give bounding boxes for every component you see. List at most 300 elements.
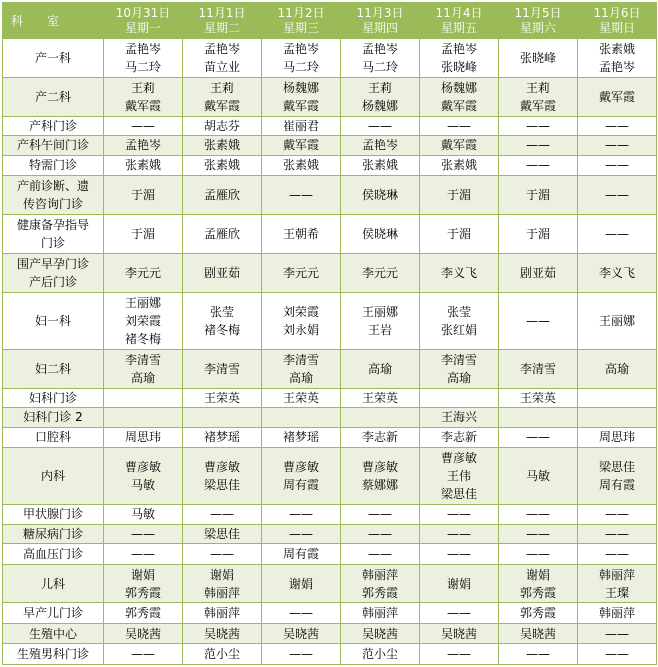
duty-cell: [341, 427, 420, 447]
doctor-name: 周有霞: [598, 478, 635, 493]
header-row: [3, 3, 657, 39]
doctor-name: 周有霞: [282, 478, 319, 493]
doctor-name: 李志新: [440, 430, 477, 445]
doctor-name: 李清雪: [124, 352, 161, 367]
department-name-line: 妇一科: [34, 313, 71, 328]
duty-cell: [499, 39, 578, 78]
duty-cell: [578, 427, 657, 447]
schedule-row: [3, 176, 657, 215]
doctor-name: ——: [526, 430, 550, 445]
duty-cell: [341, 505, 420, 524]
duty-schedule-table: [2, 2, 657, 665]
doctor-name: 张莹: [446, 304, 471, 319]
duty-cell: [262, 524, 341, 543]
duty-cell: [499, 349, 578, 388]
duty-cell: [499, 427, 578, 447]
duty-cell: [183, 176, 262, 215]
doctor-name: 马敏: [130, 478, 155, 493]
duty-cell: [578, 544, 657, 564]
doctor-name: 胡志芬: [203, 118, 240, 133]
duty-cell: [578, 505, 657, 524]
department-name-line: 甲状腺门诊: [22, 507, 83, 522]
duty-cell: [499, 136, 578, 155]
duty-cell: [104, 644, 183, 665]
doctor-name: 王丽娜: [124, 295, 161, 310]
duty-cell: [420, 349, 499, 388]
duty-cell: [341, 544, 420, 564]
doctor-name: 戴军霞: [203, 98, 240, 113]
doctor-name: ——: [526, 158, 550, 173]
doctor-name: ——: [605, 626, 629, 641]
duty-cell: [420, 408, 499, 427]
duty-cell: [262, 505, 341, 524]
schedule-row: [3, 448, 657, 505]
doctor-name: 杨魏娜: [361, 98, 398, 113]
doctor-name: 梁思佳: [203, 526, 240, 541]
duty-cell: [341, 116, 420, 135]
doctor-name: 马敏: [525, 469, 550, 484]
doctor-name: 张晓峰: [519, 50, 556, 65]
doctor-name: 吴晓茜: [282, 626, 319, 641]
doctor-name: ——: [289, 187, 313, 202]
day-date: 11月3日: [356, 5, 404, 20]
doctor-name: 于湄: [446, 187, 471, 202]
day-header: [420, 3, 499, 39]
duty-cell: [104, 427, 183, 447]
duty-cell: [104, 253, 183, 292]
duty-cell: [499, 448, 578, 505]
doctor-name: ——: [368, 526, 392, 541]
duty-cell: [104, 214, 183, 253]
doctor-name: 梁思佳: [598, 460, 635, 475]
doctor-name: 周有霞: [282, 546, 319, 561]
duty-cell: [341, 176, 420, 215]
day-date: 11月4日: [435, 5, 483, 20]
doctor-name: ——: [605, 546, 629, 561]
doctor-name: ——: [526, 138, 550, 153]
duty-cell: [262, 408, 341, 427]
doctor-name: ——: [289, 507, 313, 522]
duty-cell: [499, 253, 578, 292]
doctor-name: 王伟: [446, 469, 471, 484]
doctor-name: 刘荣霞: [124, 313, 161, 328]
day-header: [578, 3, 657, 39]
duty-cell: [578, 77, 657, 116]
doctor-name: 剧亚茹: [519, 265, 556, 280]
duty-cell: [183, 349, 262, 388]
duty-cell: [262, 39, 341, 78]
duty-cell: [499, 176, 578, 215]
doctor-name: 谢娟: [209, 567, 234, 582]
doctor-name: ——: [210, 507, 234, 522]
duty-cell: [262, 116, 341, 135]
duty-cell: [578, 623, 657, 643]
doctor-name: 韩丽萍: [598, 567, 635, 582]
doctor-name: 郭秀霞: [519, 585, 556, 600]
doctor-name: 吴晓茜: [361, 626, 398, 641]
duty-cell: [341, 39, 420, 78]
doctor-name: 曹彦敏: [361, 460, 398, 475]
department-name: [3, 214, 104, 253]
duty-cell: [578, 155, 657, 175]
duty-cell: [578, 39, 657, 78]
duty-cell: [420, 39, 499, 78]
duty-cell: [499, 524, 578, 543]
duty-cell: [104, 408, 183, 427]
department-name-line: 早产儿门诊: [22, 606, 83, 621]
day-header: [499, 3, 578, 39]
doctor-name: 孟艳岑: [361, 41, 398, 56]
duty-cell: [183, 136, 262, 155]
doctor-name: 戴军霞: [124, 98, 161, 113]
duty-cell: [420, 388, 499, 407]
doctor-name: 高瑜: [446, 370, 471, 385]
duty-cell: [183, 544, 262, 564]
day-date: 11月1日: [198, 5, 246, 20]
department-name: [3, 136, 104, 155]
schedule-row: [3, 524, 657, 543]
duty-cell: [183, 644, 262, 665]
duty-cell: [341, 214, 420, 253]
doctor-name: 李元元: [361, 265, 398, 280]
schedule-row: [3, 564, 657, 603]
doctor-name: 高瑜: [130, 370, 155, 385]
doctor-name: 侯晓琳: [361, 187, 398, 202]
day-header: [183, 3, 262, 39]
doctor-name: 孟雁欣: [203, 226, 240, 241]
duty-cell: [104, 448, 183, 505]
doctor-name: 韩丽萍: [203, 585, 240, 600]
department-name-line: 糖尿病门诊: [22, 526, 83, 541]
duty-cell: [341, 623, 420, 643]
duty-cell: [183, 505, 262, 524]
doctor-name: 于湄: [525, 226, 550, 241]
doctor-name: 于湄: [130, 187, 155, 202]
department-name-line: 儿科: [40, 576, 65, 591]
day-weekday: 星期六: [519, 20, 556, 35]
schedule-row: [3, 427, 657, 447]
department-name-line: 产二科: [34, 89, 71, 104]
doctor-name: 戴军霞: [598, 89, 635, 104]
department-name-line: 生殖中心: [28, 626, 77, 641]
duty-cell: [341, 155, 420, 175]
doctor-name: 张素娥: [124, 158, 161, 173]
department-name: [3, 524, 104, 543]
duty-cell: [578, 448, 657, 505]
duty-cell: [183, 388, 262, 407]
doctor-name: 于湄: [525, 187, 550, 202]
duty-cell: [341, 136, 420, 155]
schedule-body: [3, 39, 657, 665]
doctor-name: ——: [447, 507, 471, 522]
doctor-name: 王荣英: [282, 390, 319, 405]
duty-cell: [578, 564, 657, 603]
department-name-line: 产一科: [34, 50, 71, 65]
duty-cell: [499, 408, 578, 427]
duty-cell: [104, 39, 183, 78]
duty-cell: [499, 388, 578, 407]
schedule-row: [3, 136, 657, 155]
schedule-row: [3, 214, 657, 253]
doctor-name: ——: [605, 507, 629, 522]
department-name: [3, 644, 104, 665]
department-name: [3, 388, 104, 407]
doctor-name: 崔丽君: [282, 118, 319, 133]
doctor-name: ——: [526, 118, 550, 133]
duty-cell: [262, 564, 341, 603]
duty-cell: [262, 155, 341, 175]
duty-cell: [183, 155, 262, 175]
doctor-name: ——: [447, 647, 471, 662]
schedule-row: [3, 644, 657, 665]
department-name: [3, 408, 104, 427]
duty-cell: [262, 448, 341, 505]
doctor-name: 侯晓琳: [361, 226, 398, 241]
doctor-name: 孟艳岑: [124, 41, 161, 56]
doctor-name: 苗立业: [203, 59, 240, 74]
doctor-name: 李义飞: [440, 265, 477, 280]
doctor-name: 吴晓茜: [203, 626, 240, 641]
doctor-name: 张素娥: [440, 158, 477, 173]
doctor-name: 韩丽萍: [203, 606, 240, 621]
doctor-name: ——: [447, 118, 471, 133]
day-weekday: 星期一: [124, 20, 161, 35]
duty-cell: [262, 388, 341, 407]
department-name: [3, 544, 104, 564]
day-date: 11月5日: [514, 5, 562, 20]
department-name: [3, 155, 104, 175]
doctor-name: ——: [131, 546, 155, 561]
duty-cell: [578, 603, 657, 623]
duty-cell: [183, 214, 262, 253]
doctor-name: 曹彦敏: [282, 460, 319, 475]
department-name: [3, 448, 104, 505]
department-name-line: 妇科门诊 2: [23, 410, 83, 425]
doctor-name: ——: [526, 546, 550, 561]
duty-cell: [578, 136, 657, 155]
duty-cell: [499, 155, 578, 175]
duty-cell: [499, 644, 578, 665]
doctor-name: ——: [368, 546, 392, 561]
department-name-line: 内科: [40, 469, 65, 484]
department-name: [3, 39, 104, 78]
doctor-name: 李义飞: [598, 265, 635, 280]
duty-cell: [499, 116, 578, 135]
duty-cell: [183, 77, 262, 116]
doctor-name: 李清雪: [282, 352, 319, 367]
duty-cell: [341, 77, 420, 116]
duty-cell: [499, 214, 578, 253]
doctor-name: 张素娥: [203, 138, 240, 153]
department-name-line: 特需门诊: [28, 158, 77, 173]
schedule-row: [3, 408, 657, 427]
department-name-line: 妇二科: [34, 361, 71, 376]
schedule-row: [3, 39, 657, 78]
department-name-line: 妇科门诊: [28, 390, 77, 405]
doctor-name: 王璨: [604, 585, 629, 600]
doctor-name: 曹彦敏: [124, 460, 161, 475]
duty-cell: [499, 292, 578, 349]
doctor-name: 郭秀霞: [519, 606, 556, 621]
doctor-name: 韩丽萍: [361, 606, 398, 621]
department-name: [3, 116, 104, 135]
duty-cell: [104, 116, 183, 135]
doctor-name: 杨魏娜: [440, 80, 477, 95]
doctor-name: 张莹: [209, 304, 234, 319]
duty-cell: [183, 292, 262, 349]
duty-cell: [420, 253, 499, 292]
duty-cell: [183, 448, 262, 505]
doctor-name: 王朝希: [282, 226, 319, 241]
duty-cell: [420, 214, 499, 253]
doctor-name: ——: [210, 546, 234, 561]
duty-cell: [262, 77, 341, 116]
doctor-name: 梁思佳: [203, 478, 240, 493]
department-name-line: 围产早孕门诊: [16, 256, 89, 271]
duty-cell: [104, 564, 183, 603]
doctor-name: 范小尘: [361, 647, 398, 662]
duty-cell: [183, 524, 262, 543]
day-weekday: 星期日: [598, 20, 635, 35]
doctor-name: 戴军霞: [282, 138, 319, 153]
department-name-line: 生殖男科门诊: [16, 647, 89, 662]
doctor-name: 王莉: [525, 80, 550, 95]
doctor-name: 高瑜: [367, 361, 392, 376]
duty-cell: [104, 544, 183, 564]
doctor-name: 谢娟: [525, 567, 550, 582]
department-name-line: 产前诊断、遗: [16, 178, 89, 193]
duty-cell: [183, 623, 262, 643]
duty-cell: [104, 349, 183, 388]
doctor-name: 孟艳岑: [361, 138, 398, 153]
doctor-name: ——: [605, 226, 629, 241]
duty-cell: [104, 623, 183, 643]
department-name: [3, 505, 104, 524]
duty-cell: [578, 644, 657, 665]
duty-cell: [104, 176, 183, 215]
duty-cell: [183, 116, 262, 135]
schedule-row: [3, 505, 657, 524]
doctor-name: 王莉: [367, 80, 392, 95]
department-name-line: 产后门诊: [28, 274, 77, 289]
duty-cell: [341, 408, 420, 427]
doctor-name: 王莉: [130, 80, 155, 95]
duty-cell: [578, 524, 657, 543]
doctor-name: 王荣英: [203, 390, 240, 405]
duty-cell: [499, 544, 578, 564]
day-weekday: 星期四: [361, 20, 398, 35]
doctor-name: ——: [605, 138, 629, 153]
doctor-name: 王岩: [367, 322, 392, 337]
schedule-row: [3, 77, 657, 116]
doctor-name: ——: [526, 647, 550, 662]
doctor-name: 褚梦瑶: [203, 430, 240, 445]
doctor-name: ——: [447, 606, 471, 621]
doctor-name: 曹彦敏: [440, 451, 477, 466]
doctor-name: 戴军霞: [440, 98, 477, 113]
doctor-name: 周思玮: [598, 430, 635, 445]
duty-cell: [104, 77, 183, 116]
doctor-name: 吴晓茜: [440, 626, 477, 641]
doctor-name: 郭秀霞: [361, 585, 398, 600]
department-name: [3, 77, 104, 116]
doctor-name: 张素娥: [282, 158, 319, 173]
doctor-name: 剧亚茹: [203, 265, 240, 280]
department-name: [3, 564, 104, 603]
doctor-name: 褚梦瑶: [282, 430, 319, 445]
day-weekday: 星期二: [203, 20, 240, 35]
duty-cell: [341, 292, 420, 349]
duty-cell: [104, 505, 183, 524]
duty-cell: [341, 349, 420, 388]
duty-cell: [341, 644, 420, 665]
doctor-name: 范小尘: [203, 647, 240, 662]
doctor-name: ——: [131, 526, 155, 541]
doctor-name: 孟艳岑: [124, 138, 161, 153]
duty-cell: [420, 544, 499, 564]
duty-cell: [499, 505, 578, 524]
doctor-name: 吴晓茜: [519, 626, 556, 641]
doctor-name: ——: [526, 313, 550, 328]
doctor-name: 王莉: [209, 80, 234, 95]
doctor-name: 王丽娜: [361, 304, 398, 319]
doctor-name: 刘永娟: [282, 322, 319, 337]
doctor-name: 于湄: [130, 226, 155, 241]
duty-cell: [499, 603, 578, 623]
duty-cell: [420, 623, 499, 643]
doctor-name: ——: [289, 526, 313, 541]
doctor-name: 戴军霞: [519, 98, 556, 113]
duty-cell: [183, 564, 262, 603]
duty-cell: [420, 116, 499, 135]
day-header: [341, 3, 420, 39]
duty-cell: [341, 388, 420, 407]
day-date: 10月31日: [115, 5, 171, 20]
duty-cell: [341, 448, 420, 505]
department-name-line: 口腔科: [34, 430, 71, 445]
doctor-name: 张素娥: [203, 158, 240, 173]
doctor-name: 谢娟: [130, 567, 155, 582]
doctor-name: 吴晓茜: [124, 626, 161, 641]
duty-cell: [262, 292, 341, 349]
doctor-name: 马敏: [130, 507, 155, 522]
department-name: [3, 623, 104, 643]
duty-cell: [420, 644, 499, 665]
doctor-name: 褚冬梅: [203, 322, 240, 337]
day-date: 11月2日: [277, 5, 325, 20]
doctor-name: 张红娟: [440, 322, 477, 337]
doctor-name: 孟艳岑: [282, 41, 319, 56]
department-name: [3, 349, 104, 388]
duty-cell: [262, 136, 341, 155]
doctor-name: 谢娟: [288, 576, 313, 591]
duty-cell: [341, 524, 420, 543]
doctor-name: 张素娥: [361, 158, 398, 173]
duty-cell: [499, 564, 578, 603]
duty-cell: [420, 292, 499, 349]
doctor-name: 孟艳岑: [203, 41, 240, 56]
doctor-name: ——: [605, 526, 629, 541]
duty-cell: [578, 349, 657, 388]
doctor-name: 马二玲: [361, 59, 398, 74]
day-weekday: 星期五: [440, 20, 477, 35]
duty-cell: [104, 388, 183, 407]
doctor-name: 刘荣霞: [282, 304, 319, 319]
duty-cell: [262, 176, 341, 215]
duty-cell: [420, 77, 499, 116]
doctor-name: ——: [131, 647, 155, 662]
duty-cell: [183, 408, 262, 427]
